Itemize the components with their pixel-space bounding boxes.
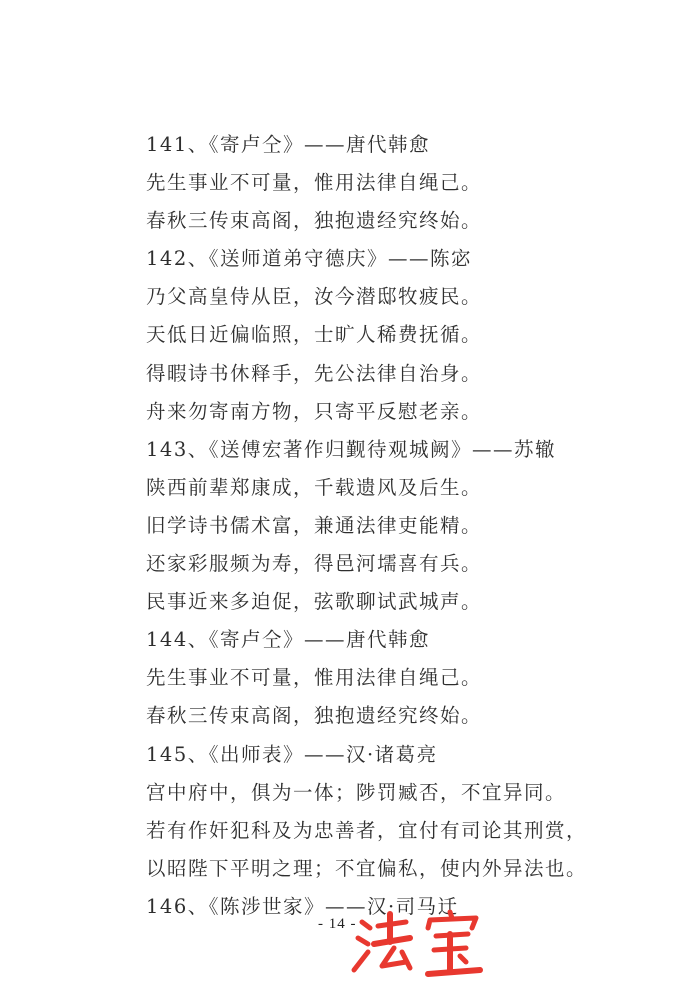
text-line: 舟来勿寄南方物，只寄平反慰老亲。	[146, 399, 483, 423]
text-line: 宫中府中，俱为一体；陟罚臧否，不宜异同。	[146, 780, 567, 804]
text-line: 若有作奸犯科及为忠善者，宜付有司论其刑赏，	[146, 818, 588, 842]
text-line: 春秋三传束高阁，独抱遗经究终始。	[146, 209, 483, 233]
text-line: 旧学诗书儒术富，兼通法律吏能精。	[146, 513, 483, 537]
text-line: 145、《出师表》——汉·诸葛亮	[146, 742, 438, 766]
text-line: 还家彩服频为寿，得邑河壖喜有兵。	[146, 552, 483, 576]
text-line: 先生事业不可量，惟用法律自绳己。	[146, 666, 483, 690]
text-line: 146、《陈涉世家》——汉·司马迁	[146, 894, 459, 918]
text-line: 143、《送傅宏著作归觐待观城阙》——苏辙	[146, 437, 556, 461]
text-line: 144、《寄卢仝》——唐代韩愈	[146, 628, 430, 652]
text-line: 得暇诗书休释手，先公法律自治身。	[146, 361, 483, 385]
text-line: 乃父高皇侍从臣，汝今潜邸牧疲民。	[146, 285, 483, 309]
text-line: 民事近来多迫促，弦歌聊试武城声。	[146, 590, 483, 614]
text-line: 以昭陛下平明之理；不宜偏私，使内外异法也。	[146, 856, 588, 880]
red-seal-logo	[344, 908, 494, 988]
text-line: 天低日近偏临照，士旷人稀费抚循。	[146, 323, 483, 347]
text-line: 141、《寄卢仝》——唐代韩愈	[146, 133, 430, 156]
text-body	[146, 126, 666, 926]
text-line: 142、《送师道弟守德庆》——陈宓	[146, 247, 472, 271]
text-line: 春秋三传束高阁，独抱遗经究终始。	[146, 704, 483, 728]
page-number: - 14 -	[318, 916, 357, 932]
text-line: 先生事业不可量，惟用法律自绳己。	[146, 171, 483, 195]
text-line: 陕西前辈郑康成，千载遗风及后生。	[146, 475, 483, 499]
